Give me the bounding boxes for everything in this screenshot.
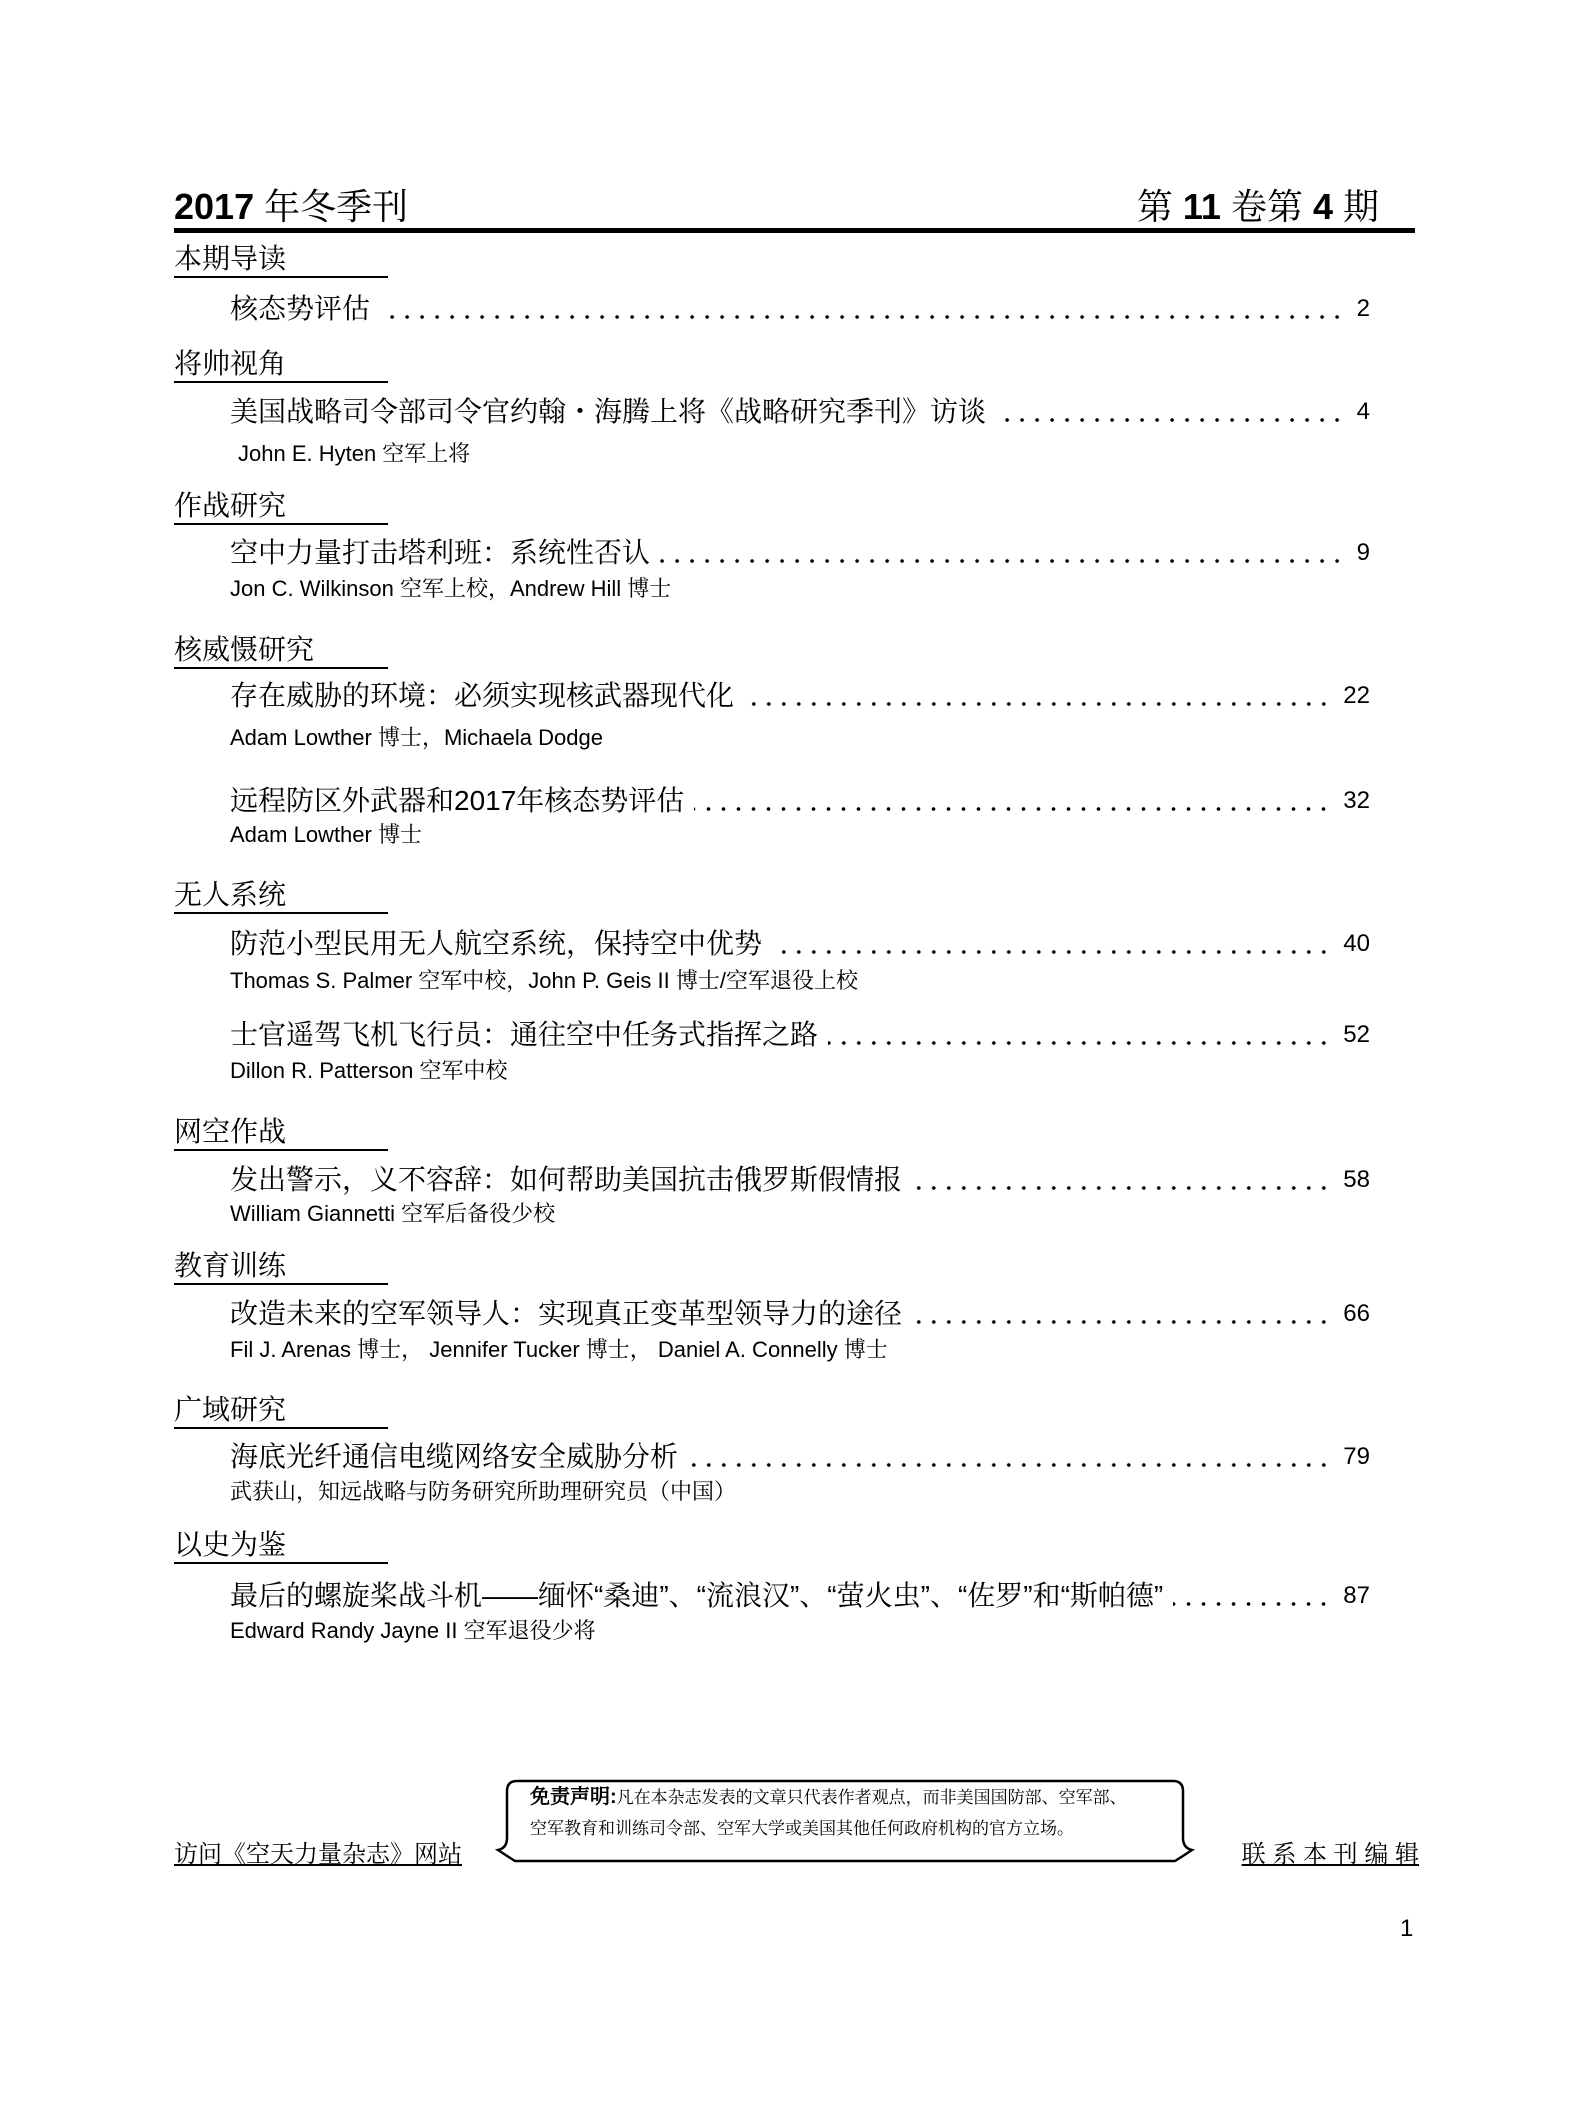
- page-number: 1: [1400, 1915, 1414, 1942]
- entry-page: 22: [1343, 682, 1370, 709]
- entry-title: 士官遥驾飞机飞行员：通往空中任务式指挥之路: [230, 1019, 819, 1050]
- entry-title: 存在威胁的环境：必须实现核武器现代化: [230, 680, 735, 711]
- toc-entry[interactable]: [230, 1578, 1370, 1614]
- entry-page: 4: [1356, 398, 1370, 425]
- section-heading: 以史为鉴: [174, 1528, 388, 1564]
- entry-author: Dillon R. Patterson 空军中校: [230, 1058, 508, 1083]
- toc-entry[interactable]: [230, 783, 1370, 819]
- section-heading: 教育训练: [174, 1249, 388, 1285]
- toc-entry[interactable]: [230, 394, 1370, 430]
- toc-entry[interactable]: [230, 1296, 1370, 1332]
- leader-dots: [912, 1296, 1331, 1332]
- entry-page: 52: [1343, 1021, 1370, 1048]
- section-heading: 广域研究: [174, 1393, 388, 1429]
- toc-entry[interactable]: [230, 1017, 1370, 1053]
- entry-page: 32: [1343, 787, 1370, 814]
- section-heading: 网空作战: [174, 1115, 388, 1151]
- toc-entry[interactable]: [230, 678, 1370, 714]
- entry-author: Thomas S. Palmer 空军中校，John P. Geis II 博士/空军退役上校: [230, 968, 858, 993]
- issue-season-text: 年冬季刊: [254, 186, 409, 227]
- disclaimer-line-1: [530, 1783, 1127, 1812]
- entry-author: 武获山，知远战略与防务研究所助理研究员（中国）: [230, 1479, 737, 1504]
- volume-prefix: 第: [1136, 186, 1183, 227]
- entry-title: 改造未来的空军领导人：实现真正变革型领导力的途径: [230, 1298, 903, 1329]
- section-heading: 无人系统: [174, 878, 388, 914]
- leader-dots: [652, 535, 1345, 571]
- entry-title: 远程防区外武器和2017年核态势评估: [230, 785, 685, 816]
- entry-title: 美国战略司令部司令官约翰・海腾上将《战略研究季刊》访谈: [230, 396, 987, 427]
- leader-dots: [744, 678, 1331, 714]
- toc-entry[interactable]: [230, 926, 1370, 962]
- leader-dots: [1173, 1578, 1331, 1614]
- entry-page: 9: [1356, 539, 1370, 566]
- entry-author: William Giannetti 空军后备役少校: [230, 1201, 556, 1226]
- leader-dots: [772, 926, 1331, 962]
- entry-title: 海底光纤通信电缆网络安全威胁分析: [230, 1441, 679, 1472]
- disclaimer-label: 免责声明:: [530, 1786, 617, 1808]
- leader-dots: [996, 394, 1345, 430]
- entry-title: 最后的螺旋桨战斗机——缅怀“桑迪”、“流浪汉”、“萤火虫”、“佐罗”和“斯帕德”: [230, 1580, 1164, 1611]
- toc-entry[interactable]: [230, 1162, 1370, 1198]
- entry-author: Adam Lowther 博士: [230, 822, 422, 847]
- entry-page: 40: [1343, 930, 1370, 957]
- entry-author: Edward Randy Jayne II 空军退役少将: [230, 1618, 596, 1643]
- section-heading: 核威慑研究: [174, 633, 388, 669]
- toc-entry[interactable]: [230, 1439, 1370, 1475]
- entry-title: 空中力量打击塔利班：系统性否认: [230, 537, 651, 568]
- volume-number: 11: [1182, 186, 1221, 227]
- leader-dots: [380, 291, 1345, 327]
- entry-author: Fil J. Arenas 博士， Jennifer Tucker 博士， Daniel A. Connelly 博士: [230, 1337, 888, 1362]
- toc-entry[interactable]: [230, 535, 1370, 571]
- entry-title: 防范小型民用无人航空系统，保持空中优势: [230, 928, 763, 959]
- section-heading: 将帅视角: [174, 347, 388, 383]
- leader-dots: [912, 1162, 1331, 1198]
- entry-author: Jon C. Wilkinson 空军上校，Andrew Hill 博士: [230, 576, 672, 601]
- issue-number: 4: [1312, 186, 1333, 227]
- entry-page: 87: [1343, 1582, 1370, 1609]
- leader-dots: [828, 1017, 1331, 1053]
- entry-page: 58: [1343, 1166, 1370, 1193]
- website-link[interactable]: 访问《空天力量杂志》网站: [174, 1841, 462, 1868]
- volume-mid: 卷第: [1220, 186, 1313, 227]
- section-heading: 作战研究: [174, 489, 388, 525]
- entry-title: 核态势评估: [230, 293, 371, 324]
- contact-editor-link[interactable]: 联 系 本 刊 编 辑: [1241, 1841, 1419, 1868]
- entry-title: 发出警示，义不容辞：如何帮助美国抗击俄罗斯假情报: [230, 1164, 903, 1195]
- section-heading: 本期导读: [174, 242, 388, 278]
- disclaimer-text-1: 凡在本杂志发表的文章只代表作者观点，而非美国国防部、空军部、: [616, 1788, 1127, 1807]
- entry-page: 2: [1356, 295, 1370, 322]
- header-rule: [174, 228, 1415, 233]
- entry-author: John E. Hyten 空军上将: [238, 441, 471, 466]
- entry-author: Adam Lowther 博士，Michaela Dodge: [230, 725, 603, 750]
- toc-entry[interactable]: [230, 291, 1370, 327]
- issue-season: [174, 186, 408, 228]
- leader-dots: [694, 783, 1331, 819]
- entry-page: 66: [1343, 1300, 1370, 1327]
- leader-dots: [688, 1439, 1331, 1475]
- issue-year: 2017: [174, 186, 255, 227]
- disclaimer-box: [495, 1778, 1195, 1864]
- volume-suffix: 期: [1332, 186, 1379, 227]
- entry-page: 79: [1343, 1443, 1370, 1470]
- disclaimer-line-2: 空军教育和训练司令部、空军大学或美国其他任何政府机构的官方立场。: [530, 1819, 1074, 1838]
- issue-volume: [1137, 186, 1379, 228]
